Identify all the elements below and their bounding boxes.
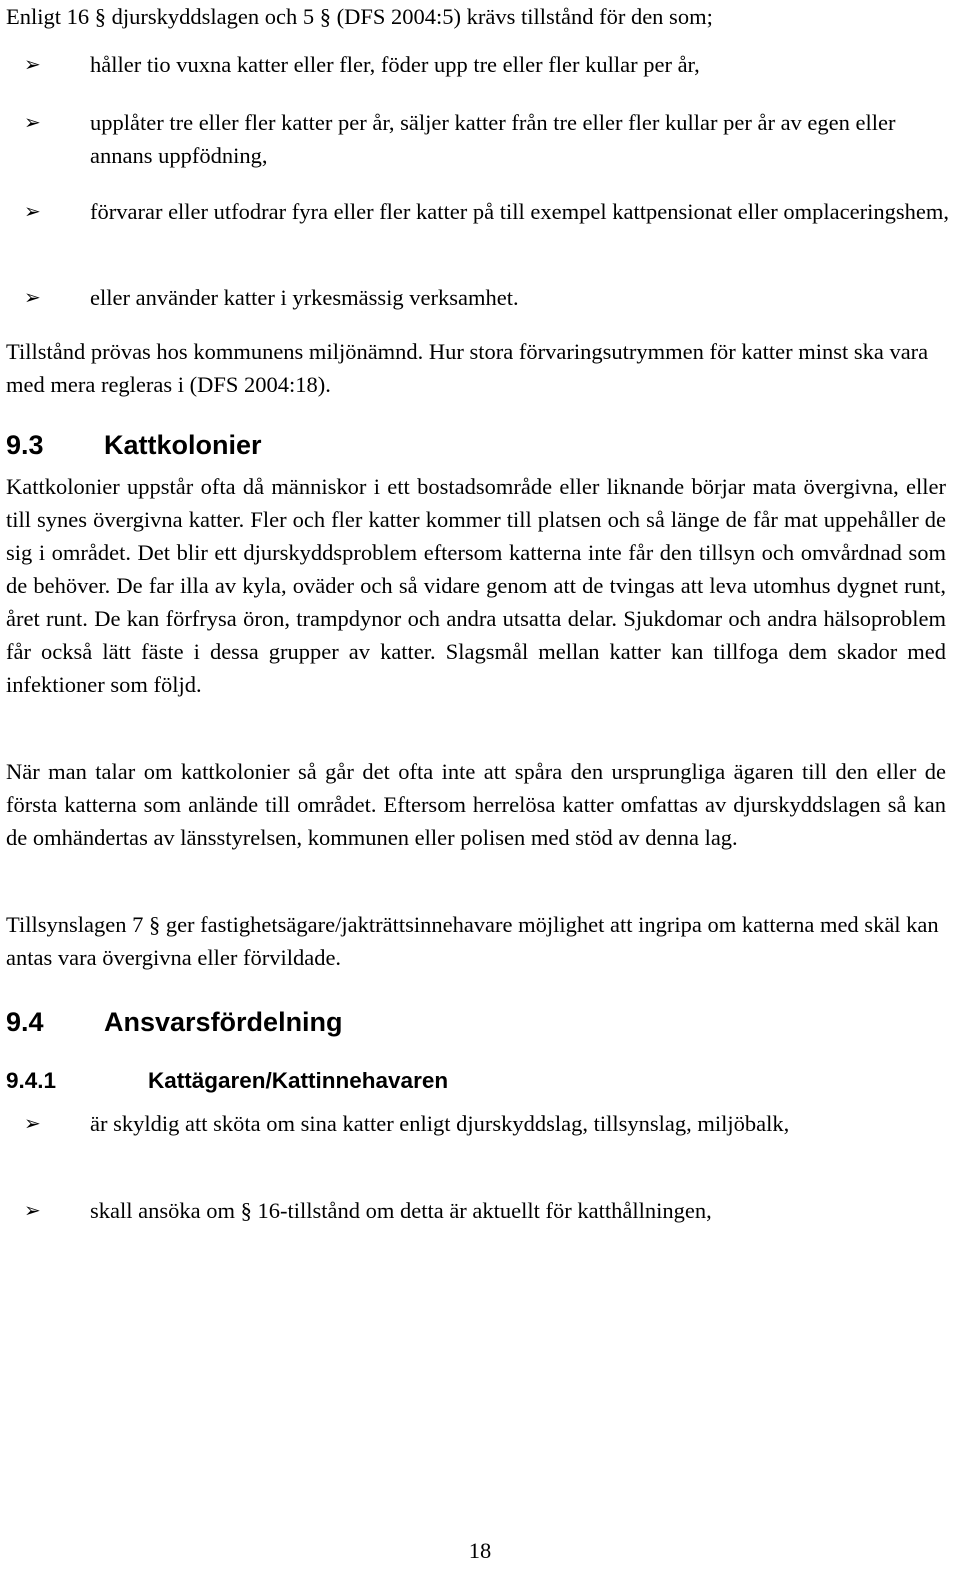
list-item-text: håller tio vuxna katter eller fler, föder upp tre eller fler kullar per år, (90, 52, 700, 77)
subsection-title: Kattägaren/Kattinnehavaren (148, 1068, 449, 1093)
list-item (6, 281, 950, 314)
owner-responsibilities-list (6, 1107, 950, 1140)
arrow-bullet-icon: ➢ (24, 285, 41, 309)
arrow-bullet-icon: ➢ (24, 52, 41, 76)
list-item-wrapper (6, 195, 950, 228)
section-heading-9-4 (6, 1005, 950, 1039)
section-number: 9.3 (6, 430, 44, 460)
list-item-text: skall ansöka om § 16-tillstånd om detta är aktuellt för katthållningen, (90, 1198, 712, 1223)
section-number: 9.4 (6, 1007, 44, 1037)
section-title: Ansvarsfördelning (104, 1007, 343, 1037)
list-item (6, 48, 950, 81)
list-item (6, 1194, 950, 1227)
arrow-bullet-icon: ➢ (24, 199, 41, 223)
permit-requirements-list (6, 48, 950, 81)
arrow-bullet-icon: ➢ (24, 1111, 41, 1135)
list-item-text: förvarar eller utfodrar fyra eller fler katter på till exempel kattpensionat eller omplaceringshem, (90, 199, 949, 224)
subsection-number: 9.4.1 (6, 1068, 57, 1093)
arrow-bullet-icon: ➢ (24, 110, 41, 134)
permit-paragraph: Tillstånd prövas hos kommunens miljönämnd. Hur stora förvaringsutrymmen för katter minst ska vara med mera regleras i (DFS 2004:18). (6, 339, 929, 397)
list-item-wrapper (6, 1194, 950, 1227)
subsection-heading-9-4-1 (6, 1066, 950, 1096)
list-item-wrapper (6, 281, 950, 314)
arrow-bullet-icon: ➢ (24, 1198, 41, 1222)
cat-colonies-paragraph-3: Tillsynslagen 7 § ger fastighetsägare/jakträttsinnehavare möjlighet att ingripa om katterna med skäl kan antas vara övergivna eller förvildade. (6, 912, 939, 970)
page-number: 18 (468, 1538, 492, 1563)
section-title: Kattkolonier (104, 430, 262, 460)
list-item-text: upplåter tre eller fler katter per år, säljer katter från tre eller fler kullar per år av egen eller annans uppfödning, (90, 110, 896, 168)
list-item-wrapper (6, 106, 950, 172)
cat-colonies-paragraph-2: När man talar om kattkolonier så går det ofta inte att spåra den ursprungliga ägaren till den eller de första katterna som anlände till området. Eftersom herrelösa katter omfattas av djurskyddslagen så kan de omhändertas av länsstyrelsen, kommunen eller polisen med stöd av denna lag. (6, 759, 946, 850)
intro-paragraph: Enligt 16 § djurskyddslagen och 5 § (DFS 2004:5) krävs tillstånd för den som; (6, 4, 713, 29)
list-item (6, 1107, 950, 1140)
list-item (6, 106, 950, 172)
cat-colonies-paragraph-1: Kattkolonier uppstår ofta då människor i ett bostadsområde eller liknande börjar mata övergivna, eller till synes övergivna katter. Fler och fler katter kommer till platsen och så länge de får mat uppehåller de sig i området. Det blir ett djurskyddsproblem eftersom katterna inte får den tillsyn och omvårdnad som de behöver. De far illa av kyla, oväder och så vidare genom att de tvingas att leva utomhus dygnet runt, året runt. De kan förfrysa öron, trampdynor och andra utsatta delar. Sjukdomar och andra hälsoproblem får också lätt fäste i dessa grupper av katter. Slagsmål mellan katter kan tillfoga dem skador med infektioner som följd. (6, 474, 946, 697)
section-heading-9-3 (6, 428, 950, 462)
list-item (6, 195, 950, 228)
list-item-text: eller använder katter i yrkesmässig verksamhet. (90, 285, 519, 310)
list-item-text: är skyldig att sköta om sina katter enligt djurskyddslag, tillsynslag, miljöbalk, (90, 1111, 790, 1136)
